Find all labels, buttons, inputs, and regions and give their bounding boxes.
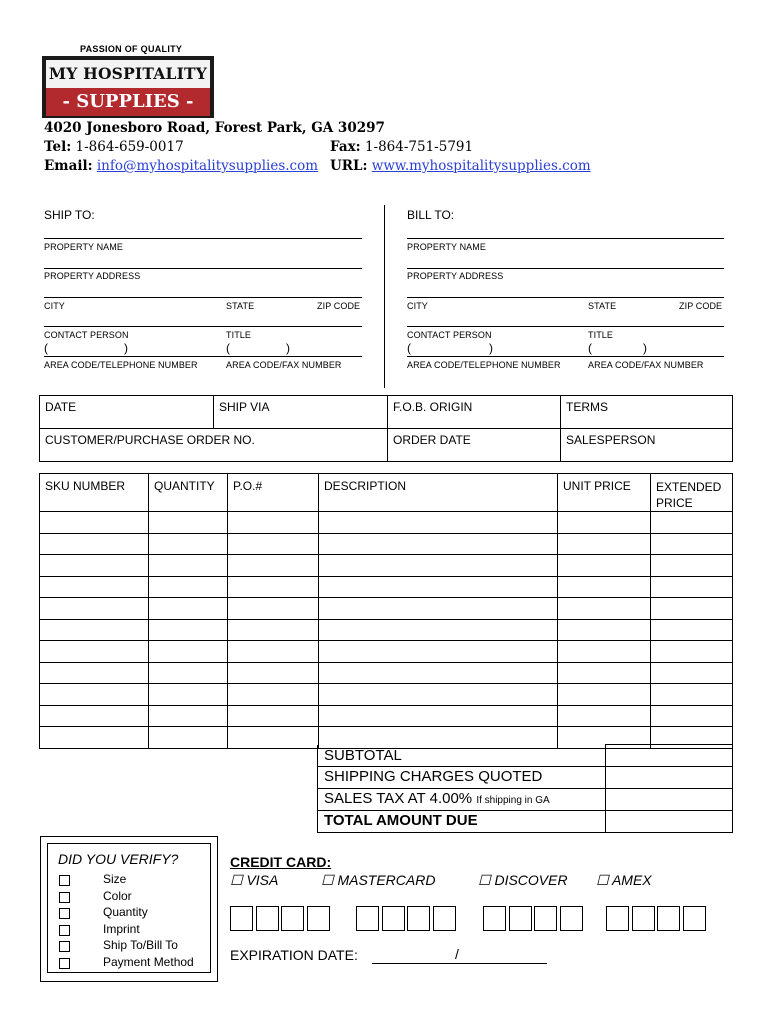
fob-label: F.O.B. ORIGIN [393, 400, 473, 414]
item-cell[interactable] [149, 576, 228, 598]
col-extended-price: EXTENDED PRICE [651, 474, 733, 512]
bill-property-address-label: PROPERTY ADDRESS [407, 271, 504, 281]
item-cell[interactable] [651, 555, 733, 577]
card-digit-box[interactable] [657, 906, 680, 931]
card-digit-box[interactable] [683, 906, 706, 931]
item-cell[interactable] [319, 619, 558, 641]
visa-option[interactable] [230, 872, 278, 889]
visa-checkbox[interactable]: ☐ [230, 872, 243, 888]
card-digit-box[interactable] [382, 906, 405, 931]
terms-cell[interactable] [561, 396, 733, 429]
ship-city-field[interactable] [44, 297, 362, 298]
fob-cell[interactable] [388, 396, 561, 429]
table-row [40, 512, 733, 534]
items-table [39, 473, 733, 749]
bill-fax-label: AREA CODE/FAX NUMBER [588, 360, 704, 370]
item-cell[interactable] [40, 512, 149, 534]
verify-item-label: Payment Method [103, 954, 194, 969]
url-link[interactable]: www.myhospitalitysupplies.com [371, 158, 591, 174]
card-digit-box[interactable] [256, 906, 279, 931]
item-cell[interactable] [319, 598, 558, 620]
mastercard-option[interactable] [321, 872, 435, 889]
item-cell[interactable] [40, 598, 149, 620]
item-cell[interactable] [228, 598, 319, 620]
item-cell[interactable] [651, 533, 733, 555]
item-cell[interactable] [651, 662, 733, 684]
item-cell[interactable] [558, 533, 651, 555]
card-digit-box[interactable] [281, 906, 304, 931]
sales-tax-label: SALES TAX AT 4.00% If shipping in GA [318, 789, 606, 811]
verify-checkbox[interactable] [59, 892, 70, 903]
item-cell[interactable] [558, 555, 651, 577]
item-cell[interactable] [228, 684, 319, 706]
date-label: DATE [45, 400, 77, 414]
url-line: URL: www.myhospitalitysupplies.com [330, 158, 591, 174]
logo-text-bottom: - SUPPLIES - [46, 88, 210, 116]
amex-option[interactable] [596, 872, 652, 889]
discover-checkbox[interactable]: ☐ [478, 872, 491, 888]
item-cell[interactable] [40, 555, 149, 577]
company-address: 4020 Jonesboro Road, Forest Park, GA 30297 [44, 120, 385, 136]
email-line: Email: info@myhospitalitysupplies.com [44, 158, 319, 174]
item-cell[interactable] [651, 684, 733, 706]
card-digit-box[interactable] [230, 906, 253, 931]
item-cell[interactable] [40, 641, 149, 663]
item-cell[interactable] [558, 512, 651, 534]
bill-city-field[interactable] [407, 297, 724, 298]
bill-phone-label: AREA CODE/TELEPHONE NUMBER [407, 360, 561, 370]
ship-fax-label: AREA CODE/FAX NUMBER [226, 360, 342, 370]
expiration-field[interactable] [372, 963, 547, 964]
expiration-slash: / [455, 946, 459, 962]
fax-line: Fax: 1-864-751-5791 [330, 139, 474, 155]
bill-property-name-label: PROPERTY NAME [407, 242, 486, 252]
item-cell[interactable] [228, 533, 319, 555]
ship-property-name-label: PROPERTY NAME [44, 242, 123, 252]
item-cell[interactable] [149, 684, 228, 706]
subtotal-value[interactable] [606, 745, 733, 767]
item-cell[interactable] [319, 512, 558, 534]
card-digit-box[interactable] [560, 906, 583, 931]
logo-text-top: MY HOSPITALITY [46, 60, 210, 88]
item-cell[interactable] [228, 512, 319, 534]
bill-fax-paren-close: ) [643, 341, 647, 355]
ship-via-label: SHIP VIA [219, 400, 270, 414]
ship-property-address-label: PROPERTY ADDRESS [44, 271, 141, 281]
order-info-table [39, 395, 733, 462]
amex-checkbox[interactable]: ☐ [596, 872, 609, 888]
item-cell[interactable] [228, 662, 319, 684]
verify-checkbox[interactable] [59, 908, 70, 919]
verify-checkbox[interactable] [59, 958, 70, 969]
item-cell[interactable] [149, 705, 228, 727]
bill-fax-paren-open: ( [588, 341, 592, 355]
verify-heading: DID YOU VERIFY? [58, 851, 179, 867]
total-due-value[interactable] [606, 811, 733, 833]
ship-city-label: CITY [44, 301, 65, 311]
item-cell[interactable] [651, 576, 733, 598]
item-cell[interactable] [228, 576, 319, 598]
bill-property-address-field[interactable] [407, 268, 724, 269]
total-due-label: TOTAL AMOUNT DUE [318, 811, 606, 833]
po-number-cell[interactable] [40, 429, 388, 462]
card-digit-box[interactable] [356, 906, 379, 931]
ship-to-heading: SHIP TO: [44, 208, 95, 222]
col-sku: SKU NUMBER [40, 474, 149, 512]
item-cell[interactable] [558, 662, 651, 684]
bill-contact-label: CONTACT PERSON [407, 330, 492, 340]
card-digit-box[interactable] [534, 906, 557, 931]
verify-item-label: Size [103, 872, 127, 886]
visa-label: VISA [246, 872, 279, 888]
item-cell[interactable] [558, 598, 651, 620]
item-cell[interactable] [149, 555, 228, 577]
bill-phone-paren-open: ( [407, 341, 411, 355]
card-digit-box[interactable] [433, 906, 456, 931]
salesperson-cell[interactable] [561, 429, 733, 462]
verify-item-label: Color [103, 888, 132, 903]
card-digit-box[interactable] [632, 906, 655, 931]
item-cell[interactable] [228, 619, 319, 641]
verify-item-label: Ship To/Bill To [103, 938, 178, 952]
sales-tax-value[interactable] [606, 789, 733, 811]
order-date-label: ORDER DATE [393, 433, 471, 447]
item-cell[interactable] [149, 641, 228, 663]
col-description: DESCRIPTION [319, 474, 558, 512]
mastercard-label: MASTERCARD [337, 872, 436, 888]
ship-via-cell[interactable] [214, 396, 388, 429]
sales-tax-note: If shipping in GA [476, 795, 550, 806]
item-cell[interactable] [40, 576, 149, 598]
discover-label: DISCOVER [494, 872, 568, 888]
verify-checkbox[interactable] [59, 925, 70, 936]
tel-line: Tel: 1-864-659-0017 [44, 139, 184, 155]
table-row [40, 555, 733, 577]
ship-zip-label: ZIP CODE [317, 301, 361, 311]
salesperson-label: SALESPERSON [566, 433, 656, 447]
item-cell[interactable] [149, 598, 228, 620]
card-digit-box[interactable] [606, 906, 629, 931]
item-cell[interactable] [40, 684, 149, 706]
po-number-label: CUSTOMER/PURCHASE ORDER NO. [45, 433, 255, 447]
order-date-cell[interactable] [388, 429, 561, 462]
bill-state-label: STATE [588, 301, 617, 311]
item-cell[interactable] [319, 533, 558, 555]
table-row [40, 684, 733, 706]
bill-title-label: TITLE [588, 330, 614, 340]
item-cell[interactable] [228, 727, 319, 749]
item-cell[interactable] [40, 727, 149, 749]
item-cell[interactable] [651, 641, 733, 663]
ship-contact-field[interactable] [44, 326, 362, 327]
item-cell[interactable] [228, 705, 319, 727]
table-row [40, 641, 733, 663]
subtotal-label: SUBTOTAL [318, 745, 606, 767]
item-cell[interactable] [651, 512, 733, 534]
bill-contact-field[interactable] [407, 326, 724, 327]
item-cell[interactable] [149, 619, 228, 641]
bill-property-name-field[interactable] [407, 238, 724, 239]
bill-city-label: CITY [407, 301, 428, 311]
item-cell[interactable] [319, 576, 558, 598]
bill-to-heading: BILL TO: [407, 208, 455, 222]
verify-item-label: Imprint [103, 921, 140, 936]
date-cell[interactable] [40, 396, 214, 429]
ship-property-name-field[interactable] [44, 238, 362, 239]
shipping-value[interactable] [606, 767, 733, 789]
table-row [40, 576, 733, 598]
table-row [40, 662, 733, 684]
item-cell[interactable] [319, 684, 558, 706]
bill-phone-field[interactable] [407, 356, 724, 357]
verify-item-label: Quantity [103, 905, 148, 919]
credit-card-heading: CREDIT CARD: [230, 854, 332, 870]
bill-phone-paren-close: ) [489, 341, 493, 355]
terms-label: TERMS [566, 400, 608, 414]
ship-phone-field[interactable] [44, 356, 362, 357]
ship-phone-paren-open: ( [44, 341, 48, 355]
card-digit-box[interactable] [483, 906, 506, 931]
table-row [40, 705, 733, 727]
item-cell[interactable] [558, 641, 651, 663]
verify-checkbox[interactable] [59, 875, 70, 886]
item-cell[interactable] [149, 533, 228, 555]
item-cell[interactable] [651, 705, 733, 727]
table-row [40, 598, 733, 620]
email-link[interactable]: info@myhospitalitysupplies.com [96, 158, 319, 174]
item-cell[interactable] [651, 619, 733, 641]
item-cell[interactable] [319, 555, 558, 577]
item-cell[interactable] [228, 641, 319, 663]
col-quantity: QUANTITY [149, 474, 228, 512]
item-cell[interactable] [319, 705, 558, 727]
item-cell[interactable] [319, 662, 558, 684]
ship-fax-paren-close: ) [286, 341, 290, 355]
item-cell[interactable] [149, 662, 228, 684]
card-digit-box[interactable] [509, 906, 532, 931]
table-row [40, 533, 733, 555]
item-cell[interactable] [149, 727, 228, 749]
item-cell[interactable] [149, 512, 228, 534]
shipping-label: SHIPPING CHARGES QUOTED [318, 767, 606, 789]
item-cell[interactable] [228, 555, 319, 577]
discover-option[interactable] [478, 872, 568, 889]
card-digit-box[interactable] [407, 906, 430, 931]
item-cell[interactable] [40, 533, 149, 555]
col-unit-price: UNIT PRICE [558, 474, 651, 512]
ship-contact-label: CONTACT PERSON [44, 330, 129, 340]
ship-title-label: TITLE [226, 330, 252, 340]
col-po: P.O.# [228, 474, 319, 512]
item-cell[interactable] [558, 684, 651, 706]
item-cell[interactable] [40, 705, 149, 727]
expiration-label: EXPIRATION DATE: [230, 947, 358, 963]
card-digit-box[interactable] [307, 906, 330, 931]
totals-table [317, 744, 733, 833]
ship-phone-label: AREA CODE/TELEPHONE NUMBER [44, 360, 198, 370]
ship-property-address-field[interactable] [44, 268, 362, 269]
ship-state-label: STATE [226, 301, 255, 311]
item-cell[interactable] [40, 662, 149, 684]
ship-fax-paren-open: ( [226, 341, 230, 355]
item-cell[interactable] [558, 619, 651, 641]
item-cell[interactable] [651, 598, 733, 620]
item-cell[interactable] [558, 576, 651, 598]
table-row [40, 619, 733, 641]
item-cell[interactable] [558, 705, 651, 727]
amex-label: AMEX [611, 872, 652, 888]
verify-checkbox[interactable] [59, 941, 70, 952]
bill-zip-label: ZIP CODE [679, 301, 723, 311]
mastercard-checkbox[interactable]: ☐ [321, 872, 334, 888]
address-divider [384, 205, 385, 388]
item-cell[interactable] [319, 641, 558, 663]
items-header-row [40, 474, 733, 512]
item-cell[interactable] [40, 619, 149, 641]
ship-phone-paren-close: ) [124, 341, 128, 355]
logo-tagline: PASSION OF QUALITY [80, 44, 183, 54]
